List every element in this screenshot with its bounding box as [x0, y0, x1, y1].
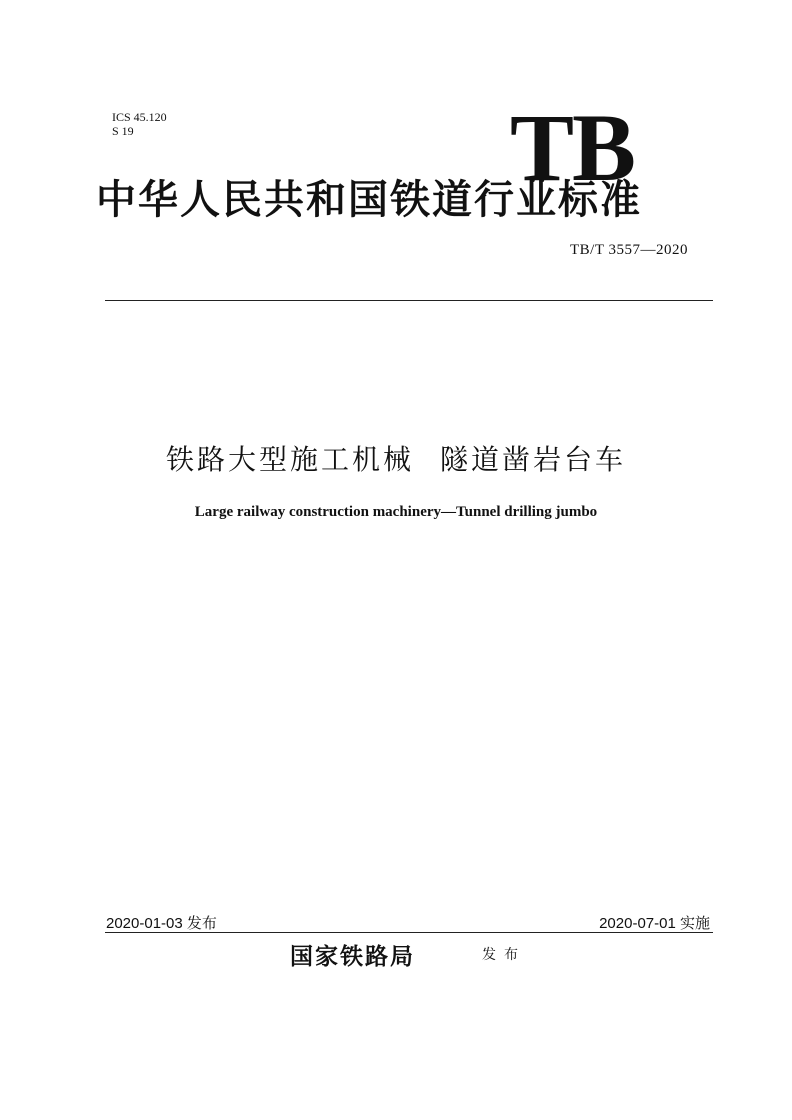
- ics-code: ICS 45.120: [112, 110, 167, 124]
- title-cn-part2: 隧道凿岩台车: [440, 443, 627, 476]
- document-title-cn: [0, 438, 792, 478]
- footer-divider: [105, 932, 713, 933]
- tb-logo: TB: [510, 94, 635, 201]
- header-divider: [105, 300, 713, 301]
- issuer-action: 发布: [482, 947, 526, 963]
- document-title-en: Large railway construction machinery—Tunnel drilling jumbo: [194, 504, 598, 520]
- standard-category-title: 中华人民共和国铁道行业标准: [96, 176, 642, 223]
- category-code: S 19: [112, 124, 134, 138]
- classification-block: [112, 110, 167, 138]
- standard-number: TB/T 3557—2020: [570, 242, 688, 258]
- effective-date: 2020-07-01 实施: [599, 915, 710, 932]
- title-cn-part1: 铁路大型施工机械: [165, 443, 414, 476]
- issuing-authority: 国家铁路局: [290, 943, 415, 970]
- publish-date: 2020-01-03 发布: [106, 915, 217, 932]
